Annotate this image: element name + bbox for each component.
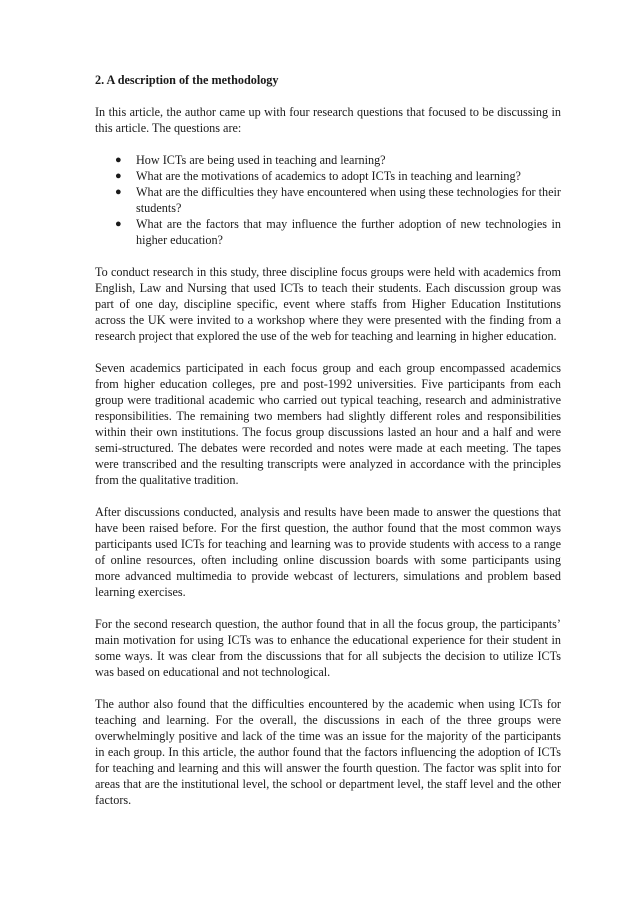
research-questions-list [95, 152, 561, 248]
question-text: What are the motivations of academics to adopt ICTs in teaching and learning? [136, 169, 521, 183]
bullet-icon: ● [115, 218, 122, 230]
document-page [95, 72, 561, 824]
intro-paragraph: In this article, the author came up with four research questions that focused to be discussing in this article. The questions are: [95, 105, 561, 135]
body-paragraph: For the second research question, the author found that in all the focus group, the participants’ main motivation for using ICTs was to enhance the educational experience for their student in some ways. It was clear from the discussions that for all subjects the decision to utilize ICTs was based on educational and not technological. [95, 617, 561, 679]
list-item [95, 216, 561, 248]
body-paragraph: Seven academics participated in each focus group and each group encompassed academics from higher education colleges, pre and post-1992 universities. Five participants from each group were traditional academic who carried out typical teaching, research and administrative responsibilities. The remaining two members had slightly different roles and responsibilities within their own institutions. The focus group discussions lasted an hour and a half and were semi-structured. The debates were recorded and notes were made at each meeting. The tapes were transcribed and the resulting transcripts were analyzed in accordance with the principles from the qualitative tradition. [95, 361, 561, 487]
question-text: How ICTs are being used in teaching and learning? [136, 153, 386, 167]
bullet-icon: ● [115, 186, 122, 198]
section-heading: 2. A description of the methodology [95, 73, 279, 87]
question-text: What are the difficulties they have encountered when using these technologies for their students? [136, 185, 561, 215]
list-item [95, 168, 561, 184]
list-item [95, 152, 561, 168]
body-paragraph: After discussions conducted, analysis and results have been made to answer the questions that have been raised before. For the first question, the author found that the most common ways participants used ICTs for teaching and learning was to provide students with access to a range of online resources, often including online discussion boards with some participants using more advanced multimedia to provide webcast of lecturers, simulations and problem based learning exercises. [95, 505, 561, 599]
bullet-icon: ● [115, 154, 122, 166]
question-text: What are the factors that may influence the further adoption of new technologies in higher education? [136, 217, 561, 247]
list-item [95, 184, 561, 216]
bullet-icon: ● [115, 170, 122, 182]
body-paragraph: To conduct research in this study, three discipline focus groups were held with academics from English, Law and Nursing that used ICTs to teach their students. Each discussion group was part of one day, discipline specific, event where staffs from Higher Education Institutions across the UK were invited to a workshop where they were presented with the finding from a research project that explored the use of the web for teaching and learning in higher education. [95, 265, 561, 343]
body-paragraph: The author also found that the difficulties encountered by the academic when using ICTs for teaching and learning. For the overall, the discussions in each of the three groups were overwhelmingly positive and lack of the time was an issue for the majority of the participants in each group. In this article, the author found that the factors influencing the adoption of ICTs for teaching and learning and this will answer the fourth question. The factor was split into for areas that are the institutional level, the school or department level, the staff level and the other factors. [95, 697, 561, 807]
